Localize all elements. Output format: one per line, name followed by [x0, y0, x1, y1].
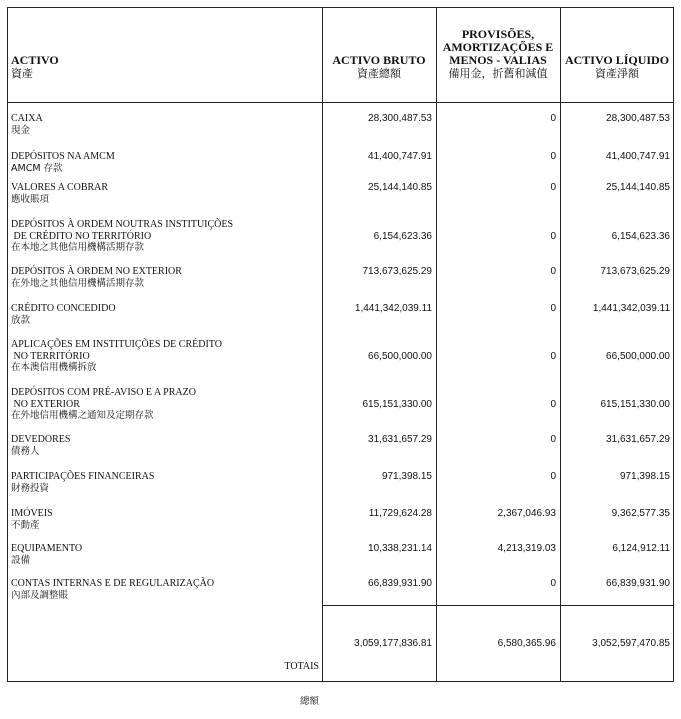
row-value-liq: 28,300,487.53 [606, 113, 670, 124]
totals-liquido: 3,052,597,470.85 [592, 638, 670, 649]
header-activo-pt: ACTIVO [11, 53, 59, 67]
row-label-zh: AMCM 存款 [11, 162, 63, 174]
row-value-liq: 971,398.15 [619, 471, 670, 482]
header-activo-zh: 資產 [11, 67, 33, 80]
row-label [11, 113, 43, 136]
row-value-liq: 6,154,623.36 [611, 230, 670, 242]
row-label-pt: DE CRÉDITO NO TERRITÓRIO [11, 230, 152, 242]
row-label-pt: CAIXA [11, 113, 43, 124]
header-prov-pt2: AMORTIZAÇÕES E [442, 40, 554, 54]
row-value-liq: 615,151,330.00 [600, 398, 670, 410]
row-value-bruto: 11,729,624.28 [368, 508, 432, 519]
row-label-pt: IMÓVEIS [11, 508, 53, 519]
row-label [11, 339, 222, 374]
header-activo [11, 54, 59, 80]
row-value-bruto: 41,400,747.91 [368, 151, 432, 162]
row-label-zh: 應收賬項 [11, 193, 50, 205]
row-label [11, 151, 115, 174]
row-value-prov: 0 [550, 434, 556, 445]
row-value-bruto: 25,144,140.85 [368, 182, 432, 193]
row-value-liq: 66,839,931.90 [606, 578, 670, 589]
row-label-pt: CONTAS INTERNAS E DE REGULARIZAÇÃO [11, 578, 215, 589]
row-value-liq: 713,673,625.29 [600, 266, 670, 277]
header-provisoes [436, 28, 560, 80]
row-label-pt: DEPÓSITOS À ORDEM NO EXTERIOR [11, 266, 182, 277]
row-label-pt: PARTICIPAÇÕES FINANCEIRAS [11, 471, 155, 482]
row-label-zh: 設備 [11, 554, 31, 566]
row-label-pt: CRÉDITO CONCEDIDO [11, 303, 116, 314]
row-value-prov: 2,367,046.93 [497, 508, 556, 519]
row-label-pt: APLICAÇÕES EM INSTITUIÇÕES DE CRÉDITO [11, 339, 222, 350]
row-value-bruto: 66,839,931.90 [368, 578, 432, 589]
row-value-prov: 0 [550, 303, 556, 314]
row-label [11, 578, 214, 601]
row-label [11, 508, 53, 531]
row-label-zh: 現金 [11, 124, 31, 136]
row-value-liq: 31,631,657.29 [606, 434, 670, 445]
row-value-bruto: 10,338,231.14 [368, 543, 432, 554]
row-label [11, 543, 82, 566]
row-label [11, 471, 154, 494]
header-bruto-pt: ACTIVO BRUTO [332, 53, 426, 67]
row-value-prov: 0 [550, 398, 556, 410]
row-value-bruto: 713,673,625.29 [362, 266, 432, 277]
row-label-pt: EQUIPAMENTO [11, 543, 83, 554]
row-label-zh: 內部及調整賬 [11, 589, 69, 601]
row-value-bruto: 971,398.15 [381, 471, 432, 482]
row-value-prov: 0 [550, 350, 556, 362]
totals-divider [322, 605, 674, 606]
row-value-liq: 1,441,342,039.11 [592, 303, 670, 314]
row-value-bruto: 66,500,000.00 [368, 350, 432, 362]
row-value-bruto: 28,300,487.53 [368, 113, 432, 124]
row-label-zh: 債務人 [11, 445, 40, 457]
row-label-pt: VALORES A COBRAR [11, 182, 109, 193]
row-value-liq: 41,400,747.91 [606, 151, 670, 162]
header-activo-bruto [322, 54, 436, 80]
row-label-zh: 財務投資 [11, 482, 50, 494]
row-value-bruto: 6,154,623.36 [373, 230, 432, 242]
row-label-pt: DEPÓSITOS À ORDEM NOUTRAS INSTITUIÇÕES [11, 219, 234, 230]
row-value-prov: 0 [550, 266, 556, 277]
header-activo-liquido [560, 54, 674, 80]
row-value-prov: 0 [550, 230, 556, 242]
row-label-pt: DEPÓSITOS COM PRÉ-AVISO E A PRAZO [11, 387, 196, 398]
row-value-liq: 25,144,140.85 [606, 182, 670, 193]
row-value-bruto: 615,151,330.00 [362, 398, 432, 410]
row-value-liq: 6,124,912.11 [612, 543, 670, 554]
row-value-bruto: 31,631,657.29 [368, 434, 432, 445]
header-prov-pt1: PROVISÕES, [461, 27, 535, 41]
row-value-liq: 9,362,577.35 [611, 508, 670, 519]
row-value-prov: 4,213,319.03 [497, 543, 556, 554]
row-label-zh: 在外地之其他信用機構活期存款 [11, 277, 145, 289]
row-label [11, 434, 70, 457]
row-label [11, 182, 108, 205]
row-value-prov: 0 [550, 182, 556, 193]
totals-label [284, 638, 319, 719]
row-label [11, 303, 116, 326]
header-prov-zh: 備用金，折舊和減值 [448, 67, 548, 80]
totals-pt: TOTAIS [284, 661, 319, 672]
header-bruto-zh: 資產總額 [357, 67, 401, 80]
row-label-zh: 在外地信用機構之通知及定期存款 [11, 410, 154, 421]
row-label [11, 387, 196, 422]
row-label-zh: 放款 [11, 314, 31, 326]
row-value-liq: 66,500,000.00 [606, 350, 670, 362]
row-value-prov: 0 [550, 151, 556, 162]
header-liquido-pt: ACTIVO LÍQUIDO [564, 53, 670, 67]
row-label [11, 219, 233, 254]
row-label [11, 266, 182, 289]
totals-zh: 總額 [299, 695, 319, 707]
row-value-prov: 0 [550, 471, 556, 482]
row-label-zh: 在本澳信用機構拆放 [11, 362, 97, 373]
row-value-bruto: 1,441,342,039.11 [354, 303, 432, 314]
row-label-pt: NO TERRITÓRIO [11, 350, 90, 362]
row-label-pt: NO EXTERIOR [11, 398, 80, 410]
totals-bruto: 3,059,177,836.81 [354, 638, 432, 649]
row-label-pt: DEVEDORES [11, 434, 71, 445]
row-value-prov: 0 [550, 578, 556, 589]
totals-provisoes: 6,580,365.96 [497, 638, 556, 649]
header-divider [7, 102, 674, 103]
row-label-zh: 在本地之其他信用機構活期存款 [11, 242, 145, 253]
header-prov-pt3: MENOS - VALIAS [449, 53, 547, 67]
header-liquido-zh: 資產淨額 [595, 67, 639, 80]
row-label-zh: 不動產 [11, 519, 40, 531]
row-value-prov: 0 [550, 113, 556, 124]
row-label-pt: DEPÓSITOS NA AMCM [11, 151, 115, 162]
